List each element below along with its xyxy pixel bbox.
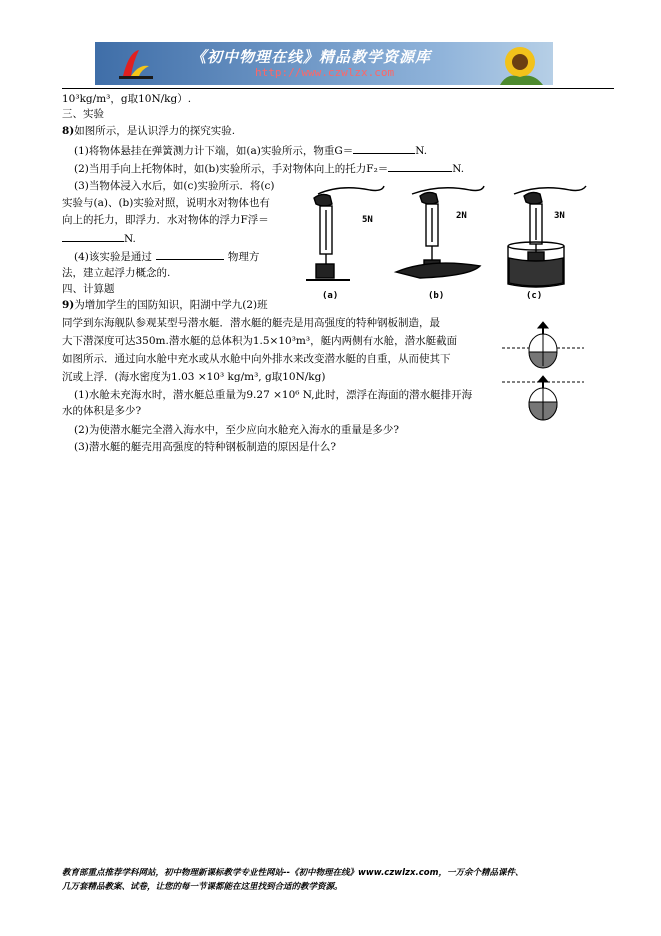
spring-scale-figure xyxy=(300,180,590,304)
question-8-part-4b: 法，建立起浮力概念的. xyxy=(62,267,171,279)
q8-4-text: (4)该实验是通过 xyxy=(74,251,152,263)
question-9-number: 9) xyxy=(62,299,75,311)
question-8-stem xyxy=(62,124,235,138)
answer-blank-2[interactable] xyxy=(388,161,452,172)
scale-b xyxy=(396,186,484,278)
scale-c xyxy=(508,186,586,287)
question-9-stem xyxy=(62,298,268,312)
q9-text-a: 为增加学生的国防知识，阳湖中学九(2)班 xyxy=(74,299,268,311)
question-8-part-3a: (3)当物体浸入水后，如(c)实验所示．将(c) xyxy=(74,180,275,192)
q9-text-d: 如图所示．通过向水舱中充水或从水舱中向外排水来改变潜水艇的自重，从而使其下 xyxy=(62,353,451,365)
answer-blank-3[interactable] xyxy=(62,231,124,242)
question-8-number: 8) xyxy=(62,125,75,137)
q9-part-1a: (1)水舱未充海水时，潜水艇总重量为9.27 ×10⁶ N,此时，漂浮在海面的潜水艇排开海 xyxy=(74,389,473,401)
section-calculation-heading: 四、计算题 xyxy=(62,283,115,295)
header-rule xyxy=(62,88,614,89)
scale-a xyxy=(306,186,384,280)
q8-1-text: (1)将物体悬挂在弹簧测力计下端，如(a)实验所示，物重G＝ xyxy=(74,145,354,157)
section-experiment-heading: 三、实验 xyxy=(62,108,104,120)
answer-blank-1[interactable] xyxy=(353,143,415,154)
question-8-text: 如图所示，是认识浮力的探究实验. xyxy=(74,125,236,137)
header-banner xyxy=(95,42,553,85)
submarine-cross-section-figure xyxy=(500,318,586,426)
reading-a: 5N xyxy=(362,215,373,225)
q9-text-b: 同学到东海舰队参观某型号潜水艇．潜水艇的艇壳是用高强度的特种钢板制造，最 xyxy=(62,317,440,329)
q8-3-unit: N. xyxy=(124,233,136,245)
label-a: (a) xyxy=(322,291,339,301)
q8-4-text-tail: 物理方 xyxy=(227,251,260,263)
q8-1-unit: N. xyxy=(415,145,428,157)
reading-c: 3N xyxy=(554,211,565,221)
q8-2-unit: N. xyxy=(452,163,465,175)
q9-part-1b: 水的体积是多少? xyxy=(62,405,142,417)
label-b: (b) xyxy=(428,291,445,301)
line-density-note: 10³kg/m³，g取10N/kg）. xyxy=(62,93,192,105)
q9-part-3: (3)潜水艇的艇壳用高强度的特种钢板制造的原因是什么? xyxy=(74,441,337,453)
question-8-part-3d xyxy=(62,231,136,246)
question-8-part-1 xyxy=(74,143,427,158)
q9-part-2: (2)为使潜水艇完全潜入海水中，至少应向水舱充入海水的重量是多少? xyxy=(74,424,400,436)
banner-url: http://www.czwlzx.com xyxy=(255,66,395,79)
question-8-part-3c: 向上的托力，即浮力．水对物体的浮力F浮＝ xyxy=(62,214,269,226)
question-8-part-3b: 实验与(a)、(b)实验对照，说明水对物体也有 xyxy=(62,197,270,209)
q8-2-text: (2)当用手向上托物体时，如(b)实验所示，手对物体向上的托力F₂＝ xyxy=(74,163,389,175)
reading-b: 2N xyxy=(456,211,467,221)
footer-line-1: 教育部重点推荐学科网站，初中物理新课标教学专业性网站--《初中物理在线》www.czwlzx.com，一万余个精品课件、 xyxy=(62,868,524,878)
q9-text-c: 大下潜深度可达350m.潜水艇的总体积为1.5×10³m³，艇内两侧有水舱，潜水艇截面 xyxy=(62,335,458,347)
banner-title: 《初中物理在线》精品教学资源库 xyxy=(191,48,432,66)
footer-line-2: 几万套精品教案、试卷，让您的每一节课都能在这里找到合适的教学资源。 xyxy=(62,882,343,892)
answer-blank-4[interactable] xyxy=(156,249,224,260)
question-8-part-2 xyxy=(74,161,464,176)
q9-text-e: 沉或上浮．(海水密度为1.03 ×10³ kg/m³, g取10N/kg) xyxy=(62,371,326,383)
label-c: (c) xyxy=(526,291,543,301)
question-8-part-4 xyxy=(74,249,259,264)
